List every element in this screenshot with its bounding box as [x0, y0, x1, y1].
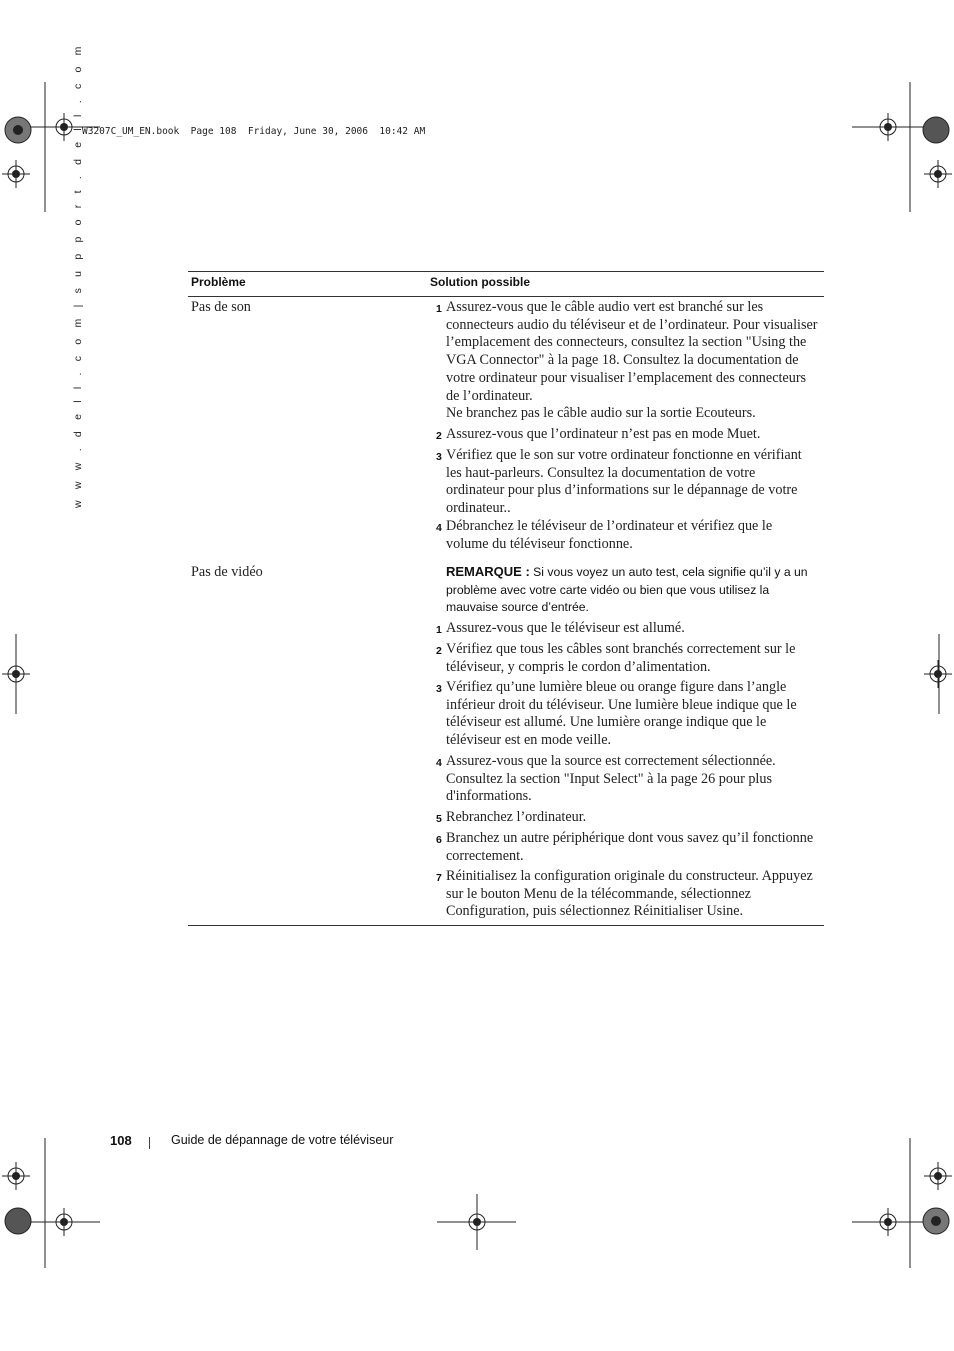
step-text-line: les haut-parleurs. Consultez la documentation de votre	[446, 464, 756, 481]
step-number: 2	[436, 645, 442, 657]
note-line: mauvaise source d’entrée.	[446, 600, 589, 614]
registration-target-icon	[50, 1208, 78, 1236]
step-text-line: votre ordinateur pour visualiser l’emplacement des connecteurs	[446, 369, 807, 386]
step-text-line: d'informations.	[446, 788, 532, 805]
note-line: Si vous voyez un auto test, cela signifie qu’il y a un	[529, 565, 808, 579]
note-label: REMARQUE :	[446, 564, 530, 579]
step-text-line: téléviseur, y compris le cordon d’alimentation.	[446, 658, 711, 675]
step-text-line: Vérifiez que tous les câbles sont branchés correctement sur le	[446, 641, 796, 657]
step-number: 7	[436, 872, 442, 884]
step-number: 3	[436, 683, 442, 695]
print-slug-header: W3207C_UM_EN.book Page 108 Friday, June 30, 2006 10:42 AM	[82, 126, 426, 137]
step-text-line: ordinateur pour plus d’informations sur le dépannage de votre	[446, 482, 798, 499]
step-text-line: sur le bouton Menu de la télécommande, sélectionnez	[446, 885, 751, 902]
step-text-line: ordinateur..	[446, 500, 511, 517]
step-text-line: Assurez-vous que le câble audio vert est branché sur les	[446, 299, 764, 315]
step-number: 2	[436, 430, 442, 442]
registration-target-icon	[924, 660, 952, 688]
step-text-line: téléviseur est allumé. Une lumière orange indique que le	[446, 714, 767, 731]
step-number: 4	[436, 757, 442, 769]
column-header-problem: Problème	[191, 275, 246, 289]
gray-target-icon	[921, 115, 951, 145]
step-text-line: Réinitialisez la configuration originale du constructeur. Appuyez	[446, 868, 813, 884]
step-text-line: Assurez-vous que le téléviseur est allumé.	[446, 620, 685, 636]
registration-target-icon	[874, 113, 902, 141]
registration-target-icon	[2, 160, 30, 188]
side-website-url: w w w . d e l l . c o m | s u p p o r t . d e l l . c o m	[72, 42, 84, 508]
step-text-line: inférieur droit du téléviseur. Une lumière bleue indique que le	[446, 696, 797, 713]
step-text-line: VGA Connector" à la page 18. Consultez la documentation de	[446, 352, 799, 369]
gray-target-icon	[3, 1206, 33, 1236]
registration-target-icon	[2, 660, 30, 688]
column-header-solution: Solution possible	[430, 275, 531, 289]
step-text-line: Débranchez le téléviseur de l’ordinateur et vérifiez que le	[446, 518, 773, 534]
page-number: 108	[110, 1133, 132, 1148]
registration-target-icon	[2, 1162, 30, 1190]
step-text-line: Vérifiez qu’une lumière bleue ou orange figure dans l’angle	[446, 679, 787, 695]
step-number: 3	[436, 451, 442, 463]
registration-target-icon	[50, 113, 78, 141]
step-number: 1	[436, 303, 442, 315]
step-text-line: volume du téléviseur fonctionne.	[446, 535, 633, 552]
step-text-line: Assurez-vous que l’ordinateur n’est pas en mode Muet.	[446, 426, 761, 442]
step-text-line: Ne branchez pas le câble audio sur la sortie Ecouteurs.	[446, 405, 756, 422]
step-number: 6	[436, 834, 442, 846]
step-number: 4	[436, 522, 442, 534]
registration-target-icon	[924, 160, 952, 188]
step-text-line: Assurez-vous que la source est correctement sélectionnée.	[446, 753, 776, 769]
step-text-line: de l’ordinateur.	[446, 387, 533, 404]
step-text-line: Rebranchez l’ordinateur.	[446, 809, 587, 825]
step-text-line: connecteurs audio du téléviseur et de l’ordinateur. Pour visualiser	[446, 316, 818, 333]
star-target-icon	[3, 115, 33, 145]
step-text-line: Vérifiez que le son sur votre ordinateur fonctionne en vérifiant	[446, 447, 802, 463]
registration-target-icon	[874, 1208, 902, 1236]
registration-target-icon	[924, 1162, 952, 1190]
note-line: problème avec votre carte vidéo ou bien que vous utilisez la	[446, 582, 770, 597]
footer-chapter-title: Guide de dépannage de votre téléviseur	[171, 1133, 394, 1147]
step-text-line: Consultez la section "Input Select" à la page 26 pour plus	[446, 770, 772, 787]
step-number: 1	[436, 624, 442, 636]
problem-no-video: Pas de vidéo	[191, 564, 263, 580]
step-text-line: Branchez un autre périphérique dont vous savez qu’il fonctionne	[446, 830, 814, 846]
star-target-icon	[921, 1206, 951, 1236]
registration-target-icon	[463, 1208, 491, 1236]
step-text-line: l’emplacement des connecteurs, consultez la section "Using the	[446, 334, 807, 351]
problem-no-sound: Pas de son	[191, 299, 251, 315]
step-text-line: Configuration, puis sélectionnez Réinitialiser Usine.	[446, 903, 744, 920]
step-text-line: téléviseur est en mode veille.	[446, 732, 612, 749]
step-number: 5	[436, 813, 442, 825]
step-text-line: correctement.	[446, 847, 524, 864]
